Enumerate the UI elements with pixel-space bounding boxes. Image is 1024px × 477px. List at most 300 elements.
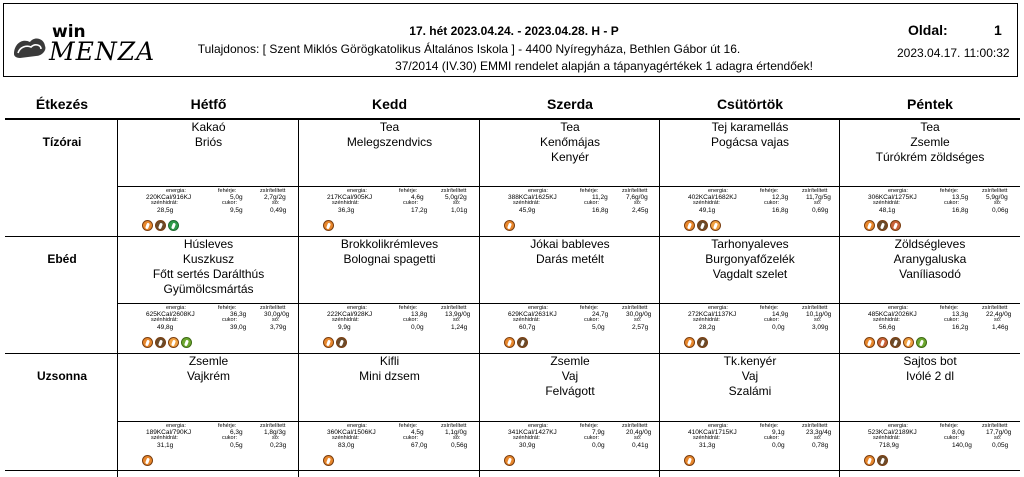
nutrition-label-fat: zsír/telített [441,188,467,194]
nutrition-label-fat: zsír/telített [982,423,1008,429]
allergen-icons [864,337,929,349]
nutrition-value-salt: 3,09g [812,324,829,331]
nutrition-label-energy: energia: [528,305,548,311]
nutrition-value-salt: 2,45g [632,207,649,214]
winmenza-logo [12,18,157,68]
nutrition-value-carbs: 48,1g [879,207,896,214]
nutrition-label-protein: fehérje: [580,423,599,429]
nutrition-label-salt: só: [272,317,280,323]
nutrition-value-protein: 5,0g [230,194,243,201]
milk-icon [877,220,888,231]
milk-icon [517,337,528,348]
milk-icon [336,337,347,348]
dish-list-csutortok [660,237,840,282]
dish-item: Sajtos bot [903,354,957,368]
nutrition-block [146,188,287,218]
nutrition-label-fat: zsír/telített [802,305,828,311]
nutrition-value-carbs: 36,3g [338,207,355,214]
nutrition-label-protein: fehérje: [218,305,237,311]
dish-item: Tea [920,120,940,134]
nutrition-value-fat: 13,9g/0g [445,311,471,318]
dish-item: Ivólé 2 dl [905,369,955,383]
nutrition-value-salt: 0,56g [451,442,468,449]
nutrition-value-energy: 388KCal/1625KJ [508,194,557,201]
nutrition-value-fat: 30,0g/0g [626,311,652,318]
nutrition-label-fat: zsír/telített [622,305,648,311]
nutrition-label-energy: energia: [888,305,908,311]
nutrition-block [327,305,471,335]
nutrition-label-salt: só: [453,435,461,441]
nutrition-value-protein: 24,7g [592,311,609,318]
nutrition-label-protein: fehérje: [940,305,959,311]
row-divider-3 [5,470,1020,471]
nutrition-value-carbs: 45,9g [519,207,536,214]
nutrition-divider-2 [117,303,1020,304]
allergen-icons [323,220,336,232]
nutrition-label-protein: fehérje: [218,188,237,194]
column-header-wednesday: Szerda [547,96,593,112]
nutrition-label-sugar: cukor: [764,435,779,441]
nutrition-value-fat: 23,3g/4g [806,429,832,436]
nutrition-value-sugar: 16,8g [952,207,969,214]
chef-hat-icon [12,34,48,60]
nutrition-label-carbs: szénhidrát: [873,435,900,441]
nutrition-value-fat: 10,1g/0g [806,311,832,318]
nutrition-value-protein: 8,0g [952,429,965,436]
dish-item: Bolognai spagetti [343,252,436,266]
nutrition-value-salt: 1,24g [451,324,468,331]
nutrition-block [146,423,287,453]
column-divider-2 [479,118,480,477]
nutrition-value-fat: 1,1g/0g [445,429,467,436]
nutrition-label-protein: fehérje: [580,188,599,194]
egg-icon [168,337,179,348]
nutrition-value-sugar: 16,2g [952,324,969,331]
dish-list-kedd [299,120,480,150]
nutrition-label-sugar: cukor: [584,200,599,206]
nutrition-block [868,188,1008,218]
nutrition-block [688,188,831,218]
nutrition-label-protein: fehérje: [760,305,779,311]
nutrition-value-energy: 625KCal/2608KJ [146,311,195,318]
nutrition-value-protein: 4,6g [411,194,424,201]
nutrition-value-salt: 0,49g [270,207,287,214]
nutrition-label-energy: energia: [888,423,908,429]
nutrition-block [327,423,468,453]
nutrition-value-sugar: 0,0g [772,324,785,331]
nutrition-value-energy: 523KCal/2189KJ [868,429,917,436]
nutrition-label-carbs: szénhidrát: [151,435,178,441]
nutrition-value-carbs: 28,5g [157,207,174,214]
column-header-monday: Hétfő [190,96,227,112]
nutrition-block [146,305,290,335]
soy-icon [916,337,927,348]
nutrition-label-carbs: szénhidrát: [693,317,720,323]
gluten-icon [323,455,334,466]
nutrition-label-fat: zsír/telített [260,188,286,194]
allergen-icons [684,455,697,467]
gluten-icon [684,337,695,348]
nutrition-block [508,423,652,453]
nutrition-value-energy: 306KCal/1275KJ [868,194,917,201]
gluten-icon [684,220,695,231]
column-divider-3 [659,118,660,477]
nutrition-label-energy: energia: [347,423,367,429]
dish-item: Tk.kenyér [723,354,777,368]
nutrition-block [688,305,832,335]
nutrition-label-protein: fehérje: [399,188,418,194]
nutrition-value-fat: 11,7g/5g [806,194,831,201]
nutrition-value-energy: 217KCal/905KJ [327,194,373,201]
nutrition-value-carbs: 31,3g [699,442,716,449]
dish-item: Felvágott [545,384,595,398]
nutrition-label-sugar: cukor: [403,200,418,206]
nutrition-label-protein: fehérje: [218,423,237,429]
allergen-icons [864,220,903,232]
nutrition-label-carbs: szénhidrát: [151,200,178,206]
nutrition-label-energy: energia: [708,423,728,429]
nutrition-label-salt: só: [994,435,1002,441]
dish-item: Zsemle [550,354,590,368]
report-header [3,3,1018,77]
nutrition-value-energy: 220KCal/916KJ [146,194,192,201]
dish-item: Darás metélt [535,252,605,266]
nutrition-label-carbs: szénhidrát: [513,200,540,206]
nutrition-value-carbs: 718,9g [879,442,899,449]
nutrition-label-sugar: cukor: [584,435,599,441]
nutrition-label-carbs: szénhidrát: [693,435,720,441]
nutrition-value-protein: 7,9g [592,429,605,436]
nutrition-value-fat: 30,0g/0g [264,311,290,318]
nutrition-label-sugar: cukor: [584,317,599,323]
allergen-icons [323,455,336,467]
nutrition-label-carbs: szénhidrát: [332,317,359,323]
nutrition-value-protein: 14,9g [772,311,789,318]
dish-item: Mini dzsem [359,369,420,383]
nutrition-value-carbs: 56,6g [879,324,896,331]
dish-list-pentek [840,354,1020,384]
column-header-thursday: Csütörtök [716,96,784,112]
nutrition-label-carbs: szénhidrát: [332,200,359,206]
nutrition-label-protein: fehérje: [399,305,418,311]
week-title: 17. hét 2023.04.24. - 2023.04.28. H - P [409,24,619,38]
nutrition-label-fat: zsír/telített [622,188,648,194]
nutrition-value-salt: 1,01g [451,207,468,214]
nutrition-label-fat: zsír/telített [260,305,286,311]
nutrition-label-sugar: cukor: [222,317,237,323]
allergen-icons [684,337,710,349]
nutrition-label-sugar: cukor: [222,200,237,206]
meal-label-tizorai: Tízórai [42,135,82,149]
nutrition-value-carbs: 30,9g [519,442,536,449]
nutrition-value-salt: 0,05g [992,442,1009,449]
nutrition-value-fat: 2,7g/2g [264,194,286,201]
gluten-icon [684,455,695,466]
nutrition-label-salt: só: [814,317,822,323]
nutrition-value-fat: 20,4g/0g [626,429,652,436]
nutrition-value-carbs: 28,2g [699,324,716,331]
allergen-icons [504,455,517,467]
nutrition-label-carbs: szénhidrát: [151,317,178,323]
nutrition-label-carbs: szénhidrát: [513,435,540,441]
gluten-icon [504,220,515,231]
dish-list-kedd [299,354,480,384]
dish-item: Tarhonyaleves [711,237,789,251]
nutrition-label-energy: energia: [166,423,186,429]
dish-item: Kenyér [550,150,590,164]
dish-item: Vagdalt szelet [712,267,788,281]
nutrition-label-carbs: szénhidrát: [513,317,540,323]
soy-icon [181,337,192,348]
dish-item: Gyümölcsmártás [163,282,254,296]
nutrition-label-salt: só: [272,435,280,441]
dish-item: Vaj [561,369,579,383]
gluten-icon [864,220,875,231]
egg-icon [710,220,721,231]
logo-menza-text: MENZA [49,37,156,66]
nutrition-label-protein: fehérje: [760,188,779,194]
nutrition-label-fat: zsír/telített [622,423,648,429]
nutrition-value-energy: 485KCal/2026KJ [868,311,917,318]
gluten-icon [504,455,515,466]
nutrition-divider-3 [117,421,1020,422]
nutrition-value-salt: 1,46g [992,324,1009,331]
nutrition-value-sugar: 0,0g [411,324,424,331]
dish-item: Kenőmájas [539,135,601,149]
column-header-meal: Étkezés [35,96,89,112]
nutrition-value-salt: 0,41g [632,442,649,449]
nutrition-label-protein: fehérje: [940,188,959,194]
nutrition-value-fat: 1,8g/3g [264,429,286,436]
nutrition-label-fat: zsír/telített [441,305,467,311]
nutrition-label-sugar: cukor: [944,317,959,323]
nutrition-value-energy: 222KCal/928KJ [327,311,373,318]
nutrition-value-carbs: 83,0g [338,442,355,449]
nutrition-label-protein: fehérje: [399,423,418,429]
milk-icon [697,337,708,348]
dish-list-szerda [480,354,660,399]
nutrition-value-fat: 5,0g/2g [445,194,467,201]
nutrition-label-fat: zsír/telített [802,423,828,429]
nutrition-value-salt: 0,78g [812,442,829,449]
print-timestamp: 2023.04.17. 11:00:32 [897,46,1010,60]
allergen-icons [504,337,530,349]
nutrition-label-fat: zsír/telített [982,305,1008,311]
nutrition-value-protein: 6,3g [230,429,243,436]
nutrition-value-protein: 12,3g [772,194,789,201]
dish-item: Húsleves [183,237,234,251]
allergen-icons [504,220,517,232]
regulation-note: 37/2014 (IV.30) EMMI rendelet alapján a tápanyagértékek 1 adagra értendőek! [395,59,813,73]
nutrition-label-fat: zsír/telített [802,188,828,194]
nutrition-label-protein: fehérje: [760,423,779,429]
nutrition-value-fat: 7,6g/0g [626,194,648,201]
gluten-icon [142,455,153,466]
nutrition-value-protein: 9,1g [772,429,785,436]
dish-item: Kakaó [191,120,226,134]
dish-item: Vaníliasodó [899,267,961,281]
dish-item: Melegszendvics [346,135,433,149]
dish-list-hetfo [118,120,299,150]
nutrition-label-energy: energia: [347,188,367,194]
meal-label-ebed: Ebéd [47,252,77,266]
nutrition-value-salt: 3,79g [270,324,287,331]
nutrition-value-salt: 0,23g [270,442,287,449]
nutrition-label-energy: energia: [528,423,548,429]
nutrition-label-sugar: cukor: [944,200,959,206]
gluten-icon [864,337,875,348]
allergen-icons [684,220,723,232]
nutrition-label-sugar: cukor: [764,200,779,206]
nutrition-label-energy: energia: [166,305,186,311]
nutrition-value-energy: 629KCal/2631KJ [508,311,557,318]
dish-item: Kifli [379,354,400,368]
nutrition-value-protein: 13,8g [411,311,428,318]
gluten-icon [142,337,153,348]
milk-icon [155,220,166,231]
celery-icon [890,220,901,231]
column-divider-1 [298,118,299,477]
nutrition-value-protein: 36,3g [230,311,247,318]
veg-icon [168,220,179,231]
nutrition-label-sugar: cukor: [944,435,959,441]
nutrition-value-sugar: 9,5g [230,207,243,214]
nutrition-label-energy: energia: [708,305,728,311]
nutrition-value-energy: 272KCal/1137KJ [688,311,737,318]
owner-line: Tulajdonos: [ Szent Miklós Görögkatolikus Általános Iskola ] - 4400 Nyíregyháza, Bethlen Gábor út 16. [197,42,741,56]
nutrition-value-fat: 5,9g/0g [986,194,1008,201]
nutrition-block [508,188,648,218]
nutrition-value-energy: 360KCal/1506KJ [327,429,376,436]
dish-item: Aranygaluska [893,252,967,266]
egg-icon [903,337,914,348]
column-header-tuesday: Kedd [372,96,407,112]
dish-list-hetfo [118,354,299,384]
nutrition-value-carbs: 60,7g [519,324,536,331]
nutrition-block [688,423,832,453]
page-number: 1 [994,22,1002,38]
dish-item: Jókai bableves [530,237,610,251]
dish-item: Zsemle [910,135,950,149]
nutrition-value-sugar: 17,2g [411,207,428,214]
dish-item: Szalámi [728,384,772,398]
dish-item: Tea [379,120,400,134]
nutrition-value-sugar: 0,5g [230,442,243,449]
nutrition-label-salt: só: [634,435,642,441]
milk-icon [155,337,166,348]
dish-item: Zöldségleves [894,237,966,251]
nutrition-divider-1 [117,186,1020,187]
nutrition-label-salt: só: [634,317,642,323]
nutrition-label-fat: zsír/telített [982,188,1008,194]
dish-list-pentek [840,237,1020,282]
column-header-friday: Péntek [907,96,953,112]
nutrition-label-carbs: szénhidrát: [693,200,720,206]
dish-item: Brokkolikrémleves [340,237,439,251]
dish-list-hetfo [118,237,299,297]
nutrition-value-carbs: 49,8g [157,324,174,331]
nutrition-label-protein: fehérje: [580,305,599,311]
dish-item: Tea [560,120,580,134]
nutrition-value-protein: 11,2g [592,194,608,201]
allergen-icons [142,455,155,467]
nutrition-value-sugar: 16,8g [772,207,789,214]
nutrition-label-fat: zsír/telített [260,423,286,429]
nutrition-label-sugar: cukor: [403,317,418,323]
nutrition-label-salt: só: [994,200,1002,206]
milk-icon [890,337,901,348]
nutrition-value-energy: 410KCal/1715KJ [688,429,737,436]
nutrition-value-carbs: 31,1g [157,442,174,449]
milk-icon [697,220,708,231]
nutrition-label-energy: energia: [166,188,186,194]
logo-win-text: win [52,22,86,42]
dish-item: Vajkrém [186,369,231,383]
dish-list-pentek [840,120,1020,165]
dish-list-kedd [299,237,480,267]
page-label: Oldal: [908,22,948,38]
nutrition-label-salt: só: [453,317,461,323]
nutrition-value-carbs: 9,9g [338,324,351,331]
nutrition-block [508,305,652,335]
nutrition-value-salt: 0,69g [812,207,829,214]
nutrition-value-sugar: 67,0g [411,442,428,449]
nutrition-label-salt: só: [814,200,822,206]
allergen-icons [323,337,349,349]
nutrition-value-sugar: 5,0g [592,324,605,331]
nutrition-label-carbs: szénhidrát: [332,435,359,441]
nutrition-value-salt: 2,57g [632,324,649,331]
nutrition-value-sugar: 39,0g [230,324,247,331]
nutrition-label-salt: só: [814,435,822,441]
nutrition-block [327,188,468,218]
nutrition-value-energy: 189KCal/790KJ [146,429,192,436]
nutrition-label-carbs: szénhidrát: [873,200,900,206]
dish-list-szerda [480,120,660,165]
nutrition-label-salt: só: [994,317,1002,323]
nutrition-label-energy: energia: [708,188,728,194]
nutrition-value-energy: 341KCal/1427KJ [508,429,557,436]
nutrition-label-energy: energia: [528,188,548,194]
nutrition-label-sugar: cukor: [764,317,779,323]
nutrition-value-fat: 17,7g/0g [986,429,1012,436]
dish-item: Zsemle [188,354,229,368]
dish-list-csutortok [660,120,840,150]
nutrition-label-carbs: szénhidrát: [873,317,900,323]
nutrition-label-energy: energia: [347,305,367,311]
gluten-icon [142,220,153,231]
meal-label-uzsonna: Uzsonna [36,369,87,383]
nutrition-value-sugar: 0,0g [772,442,785,449]
nutrition-value-energy: 402KCal/1682KJ [688,194,737,201]
dish-item: Tej karamellás [711,120,789,134]
nutrition-value-protein: 4,5g [411,429,424,436]
allergen-icons [142,337,194,349]
nutrition-value-sugar: 16,8g [592,207,609,214]
dish-item: Kuszkusz [182,252,235,266]
dish-item: Főtt sertés Darálthús [152,267,265,281]
column-divider-4 [839,118,840,477]
gluten-icon [323,220,334,231]
column-divider-0 [117,118,118,477]
dish-item: Vaj [741,369,759,383]
dish-item: Burgonyafőzelék [705,252,795,266]
nutrition-label-salt: só: [272,200,280,206]
dish-item: Briós [194,135,223,149]
nutrition-label-sugar: cukor: [403,435,418,441]
celery-icon [877,337,888,348]
allergen-icons [142,220,181,232]
